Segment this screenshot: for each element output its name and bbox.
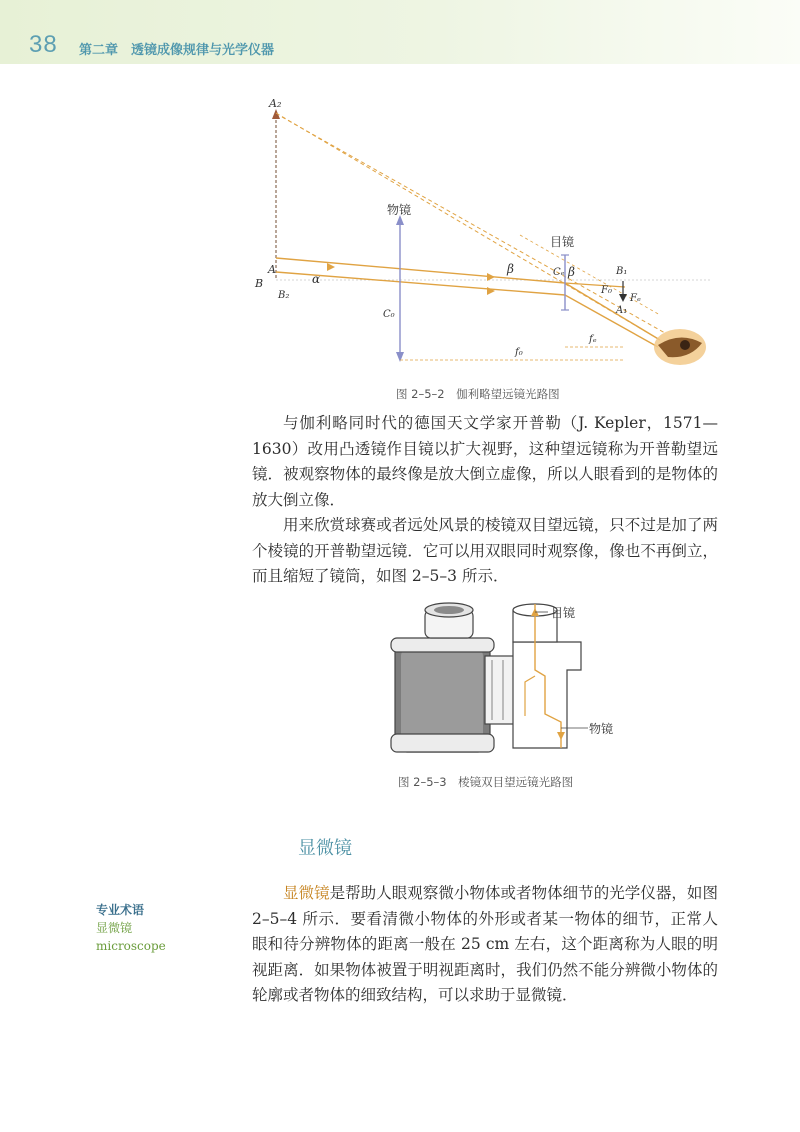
label-objective: 物镜: [387, 203, 412, 217]
label-beta-1: β: [507, 262, 514, 276]
label-alpha: α: [312, 272, 321, 286]
microscope-body: 是帮助人眼观察微小物体或者物体细节的光学仪器，如图 2–5–4 所示．要看清微小物体的外形或者某一物体的细节，正常人眼和待分辨物体的距离一般在 25 cm 左右，这个距离称为人眼的明视距离．如果物体被置于明视距离时，我们仍然不能分辨微小物体的轮廓或者物体的细致结构，可以求助于显微镜．: [252, 884, 718, 1004]
label-eyepiece: 目镜: [550, 235, 575, 249]
glossary-sidebar: [96, 901, 166, 955]
glossary-term-cn: 显微镜: [96, 921, 133, 935]
label-b2: B₂: [278, 290, 290, 301]
label-binocular-eyepiece: 目镜: [551, 606, 576, 620]
label-f0-length: f₀: [515, 347, 523, 358]
label-a1: A₁: [616, 305, 628, 316]
figure-caption-2-5-3: 图 2–5–3 棱镜双目望远镜光路图: [398, 775, 574, 789]
label-ce: Cₑ: [553, 267, 565, 278]
paragraph-kepler: 与伽利略同时代的德国天文学家开普勒（J. Kepler，1571—1630）改用凸透镜作目镜以扩大视野，这种望远镜称为开普勒望远镜．被观察物体的最终像是放大倒立虚像，所以人眼看到的是物体的放大倒立像．: [252, 414, 718, 509]
label-c0: C₀: [383, 309, 395, 320]
figure-caption-2-5-2: 图 2–5–2 伽利略望远镜光路图: [396, 387, 560, 401]
glossary-title: 专业术语: [96, 903, 145, 917]
paragraph-binocular: 用来欣赏球赛或者远处风景的棱镜双目望远镜，只不过是加了两个棱镜的开普勒望远镜．它可以用双眼同时观察像，像也不再倒立，而且缩短了镜筒，如图 2–5–3 所示．: [252, 516, 718, 585]
term-highlight: 显微镜: [283, 884, 330, 902]
virtual-image-arrowhead: [272, 109, 280, 119]
page-header: [0, 0, 800, 64]
section-title-microscope: 显微镜: [298, 838, 352, 859]
label-a: A: [268, 263, 276, 276]
label-binocular-objective: 物镜: [589, 722, 614, 736]
chapter-title: 第二章 透镜成像规律与光学仪器: [79, 43, 275, 58]
prism-binocular-diagram: [385, 598, 635, 758]
label-f0-focus: F₀: [601, 285, 612, 296]
label-fe-length: fₑ: [589, 334, 597, 345]
galileo-telescope-diagram: [240, 95, 710, 385]
glossary-term-en: microscope: [96, 939, 166, 953]
label-b1: B₁: [616, 266, 628, 277]
eye-icon: [654, 329, 706, 365]
label-beta-2: β: [568, 265, 575, 279]
label-b: B: [255, 277, 264, 290]
label-fe-focus: Fₑ: [630, 293, 641, 304]
paragraph-microscope: [252, 881, 718, 1009]
label-a2: A₂: [269, 97, 282, 110]
page-number: 38: [29, 31, 58, 58]
